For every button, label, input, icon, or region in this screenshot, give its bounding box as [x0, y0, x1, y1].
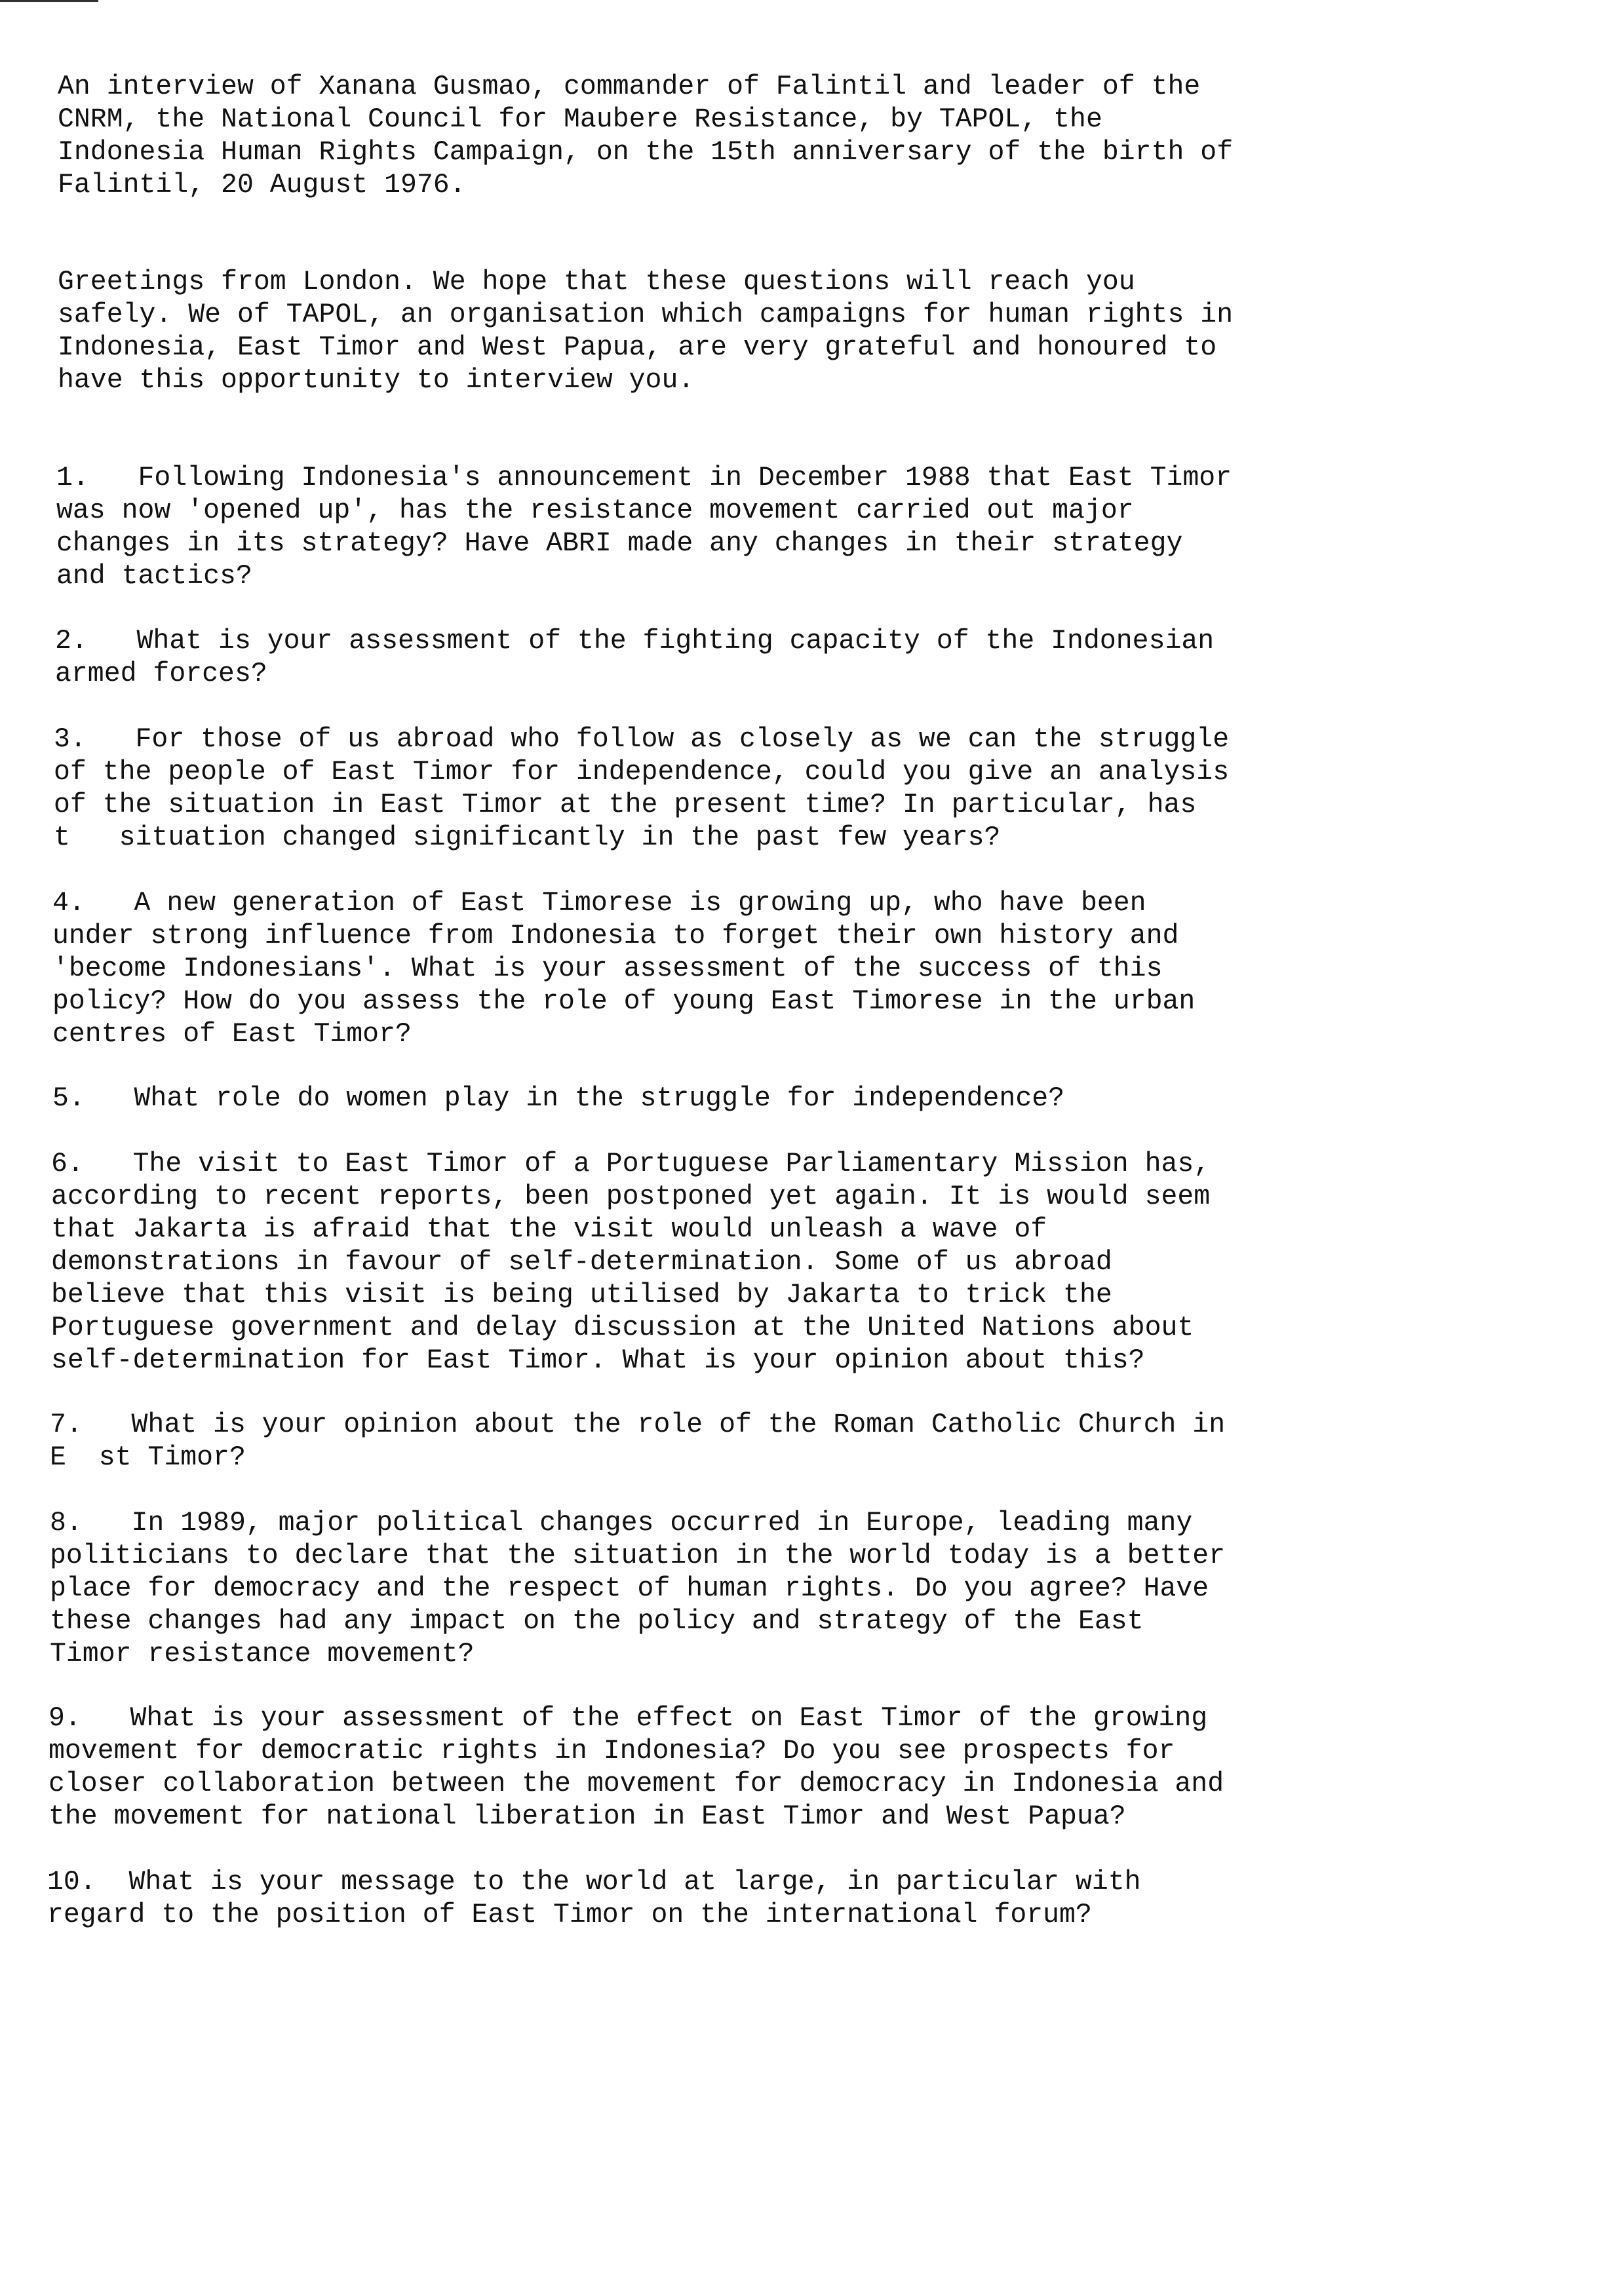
question-7: 7. What is your opinion about the role of the Roman Catholic Church in E st Timor?	[50, 1409, 1226, 1473]
question-4: 4. A new generation of East Timorese is growing up, who have been under strong influence from Indonesia to forget their own history and 'become Indonesians'. What is your assessment of the success of this policy? How do you assess the role of young East Timorese in the urban centres of East Timor?	[52, 888, 1196, 1050]
question-1: 1. Following Indonesia's announcement in December 1988 that East Timor was now 'opened up', has the resistance movement carried out major changes in its strategy? Have ABRI made any changes in their strategy and tactics?	[56, 463, 1232, 592]
question-6: 6. The visit to East Timor of a Portuguese Parliamentary Mission has, according to recent reports, been postponed yet again. It is would seem that Jakarta is afraid that the visit would unleash a wave of demonstrations in favour of self-determination. Some of us abroad believe that this visit is being utilised by Jakarta to trick the Portuguese government and delay discussion at the United Nations about self-determination for East Timor. What is your opinion about this?	[51, 1149, 1211, 1376]
question-5: 5. What role do women play in the struggle for independence?	[52, 1083, 1065, 1114]
top-edge-rule	[0, 0, 98, 2]
question-2: 2. What is your assessment of the fighting capacity of the Indonesian armed forces?	[55, 626, 1215, 689]
question-8: 8. In 1989, major political changes occurred in Europe, leading many politicians to declare that the situation in the world today is a better place for democracy and the respect of human rights. Do you agree? Have these changes had any impact on the policy and strategy of the East Timor resistance movement?	[50, 1508, 1226, 1670]
greeting-paragraph: Greetings from London. We hope that these questions will reach you safely. We of TAPOL, an organisation which campaigns for human rights in Indonesia, East Timor and West Papua, are very grateful and honoured to have this opportunity to interview you.	[58, 267, 1234, 396]
question-10: 10. What is your message to the world at large, in particular with regard to the position of East Timor on the international forum?	[47, 1867, 1141, 1930]
intro-paragraph: An interview of Xanana Gusmao, commander of Falintil and leader of the CNRM, the National Council for Maubere Resistance, by TAPOL, the Indonesia Human Rights Campaign, on the 15th anniversary of the birth of Falintil, 20 August 1976.	[58, 71, 1234, 201]
question-9: 9. What is your assessment of the effect on East Timor of the growing movement for democratic rights in Indonesia? Do you see prospects for closer collaboration between the movement for democracy in Indonesia and the movement for national liberation in East Timor and West Papua?	[49, 1703, 1224, 1832]
question-3: 3. For those of us abroad who follow as closely as we can the struggle of the people of East Timor for independence, could you give an analysis of the situation in East Timor at the present time? In particular, has t situation changed significantly in the past few years?	[54, 724, 1230, 853]
